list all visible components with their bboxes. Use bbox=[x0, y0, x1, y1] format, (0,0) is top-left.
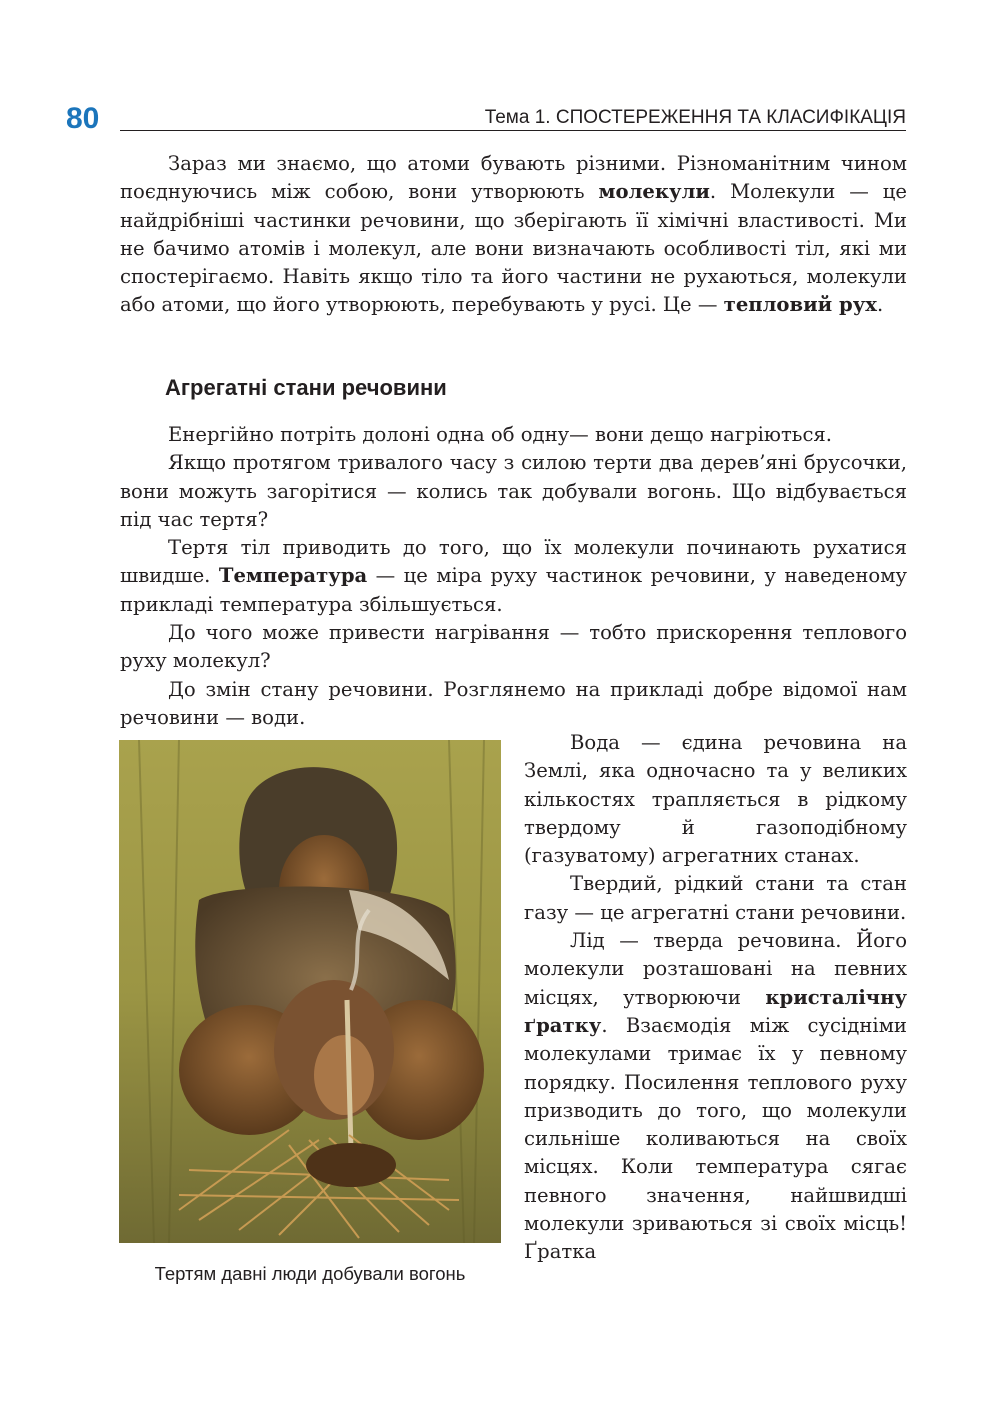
term-temperature: Температура bbox=[218, 564, 368, 588]
intro-text bbox=[120, 150, 907, 320]
side-paragraph: Вода — єдина речовина на Землі, яка одночасно та у великих кількостях трапляється в рідкому твердому й газоподібному (газуватому) агрегатних станах. bbox=[524, 731, 907, 868]
header-rule bbox=[120, 130, 906, 131]
section-heading: Агрегатні стани речовини bbox=[165, 375, 447, 400]
body-paragraph: Якщо протягом тривалого часу з силою терти два дерев’яні брусочки, вони можуть загорітися — колись так добували вогонь. Що відбувається під час тертя? bbox=[120, 451, 907, 531]
term-crystal-lattice: кристалічну ґратку bbox=[524, 985, 907, 1037]
side-text bbox=[524, 729, 907, 1267]
term-molecules: молекули bbox=[598, 180, 710, 204]
figure-caption: Тертям давні люди добували вогонь bbox=[154, 1263, 466, 1284]
side-paragraph: Твердий, рідкий стани та стан газу — це агрегатні стани речовини. bbox=[524, 872, 907, 924]
side-paragraph: Лід — тверда речовина. Його молекули розташовані на певних місцях, утворюючи кристалічну ґратку. Взаємодія між сусідніми молекулами тримає їх у певному порядку. Посилення теплового руху призводить до того, що молекули сильніше коливаються на своїх місцях. Коли температура сягає певного значення, найшвидші молекули зриваються зі своїх місць! Ґратка bbox=[524, 929, 907, 1264]
intro-paragraph: Зараз ми знаємо, що атоми бувають різними. Різноманітним чином поєднуючись між собою, вони утворюють молекули. Молекули — це найдрібніші частинки речовини, що зберігають її хімічні властивості. Ми не бачимо атомів і молекул, але вони визначають особливості тіл, які ми спостерігаємо. Навіть якщо тіло та його частини не рухаються, молекули або атоми, що його утворюють, перебувають у русі. Це — тепловий рух. bbox=[120, 152, 908, 317]
body-paragraph: Енергійно потріть долоні одна об одну— вони дещо нагріються. bbox=[168, 423, 833, 446]
body-paragraph: До чого може привести нагрівання — тобто прискорення теплового руху молекул? bbox=[120, 621, 907, 673]
page-number: 80 bbox=[66, 102, 100, 135]
figure-illustration bbox=[119, 740, 501, 1243]
body-paragraph: Тертя тіл приводить до того, що їх молекули починають рухатися швидше. Температура — це міра руху частинок речовини, у наведеному прикладі температура збільшується. bbox=[120, 536, 907, 616]
term-thermal-motion: тепловий рух bbox=[723, 293, 877, 317]
body-paragraph: До змін стану речовини. Розглянемо на прикладі добре відомої нам речовини — води. bbox=[120, 677, 907, 729]
body-text bbox=[120, 421, 907, 732]
header-topic: Тема 1. СПОСТЕРЕЖЕННЯ ТА КЛАСИФІКАЦІЯ bbox=[484, 107, 906, 128]
